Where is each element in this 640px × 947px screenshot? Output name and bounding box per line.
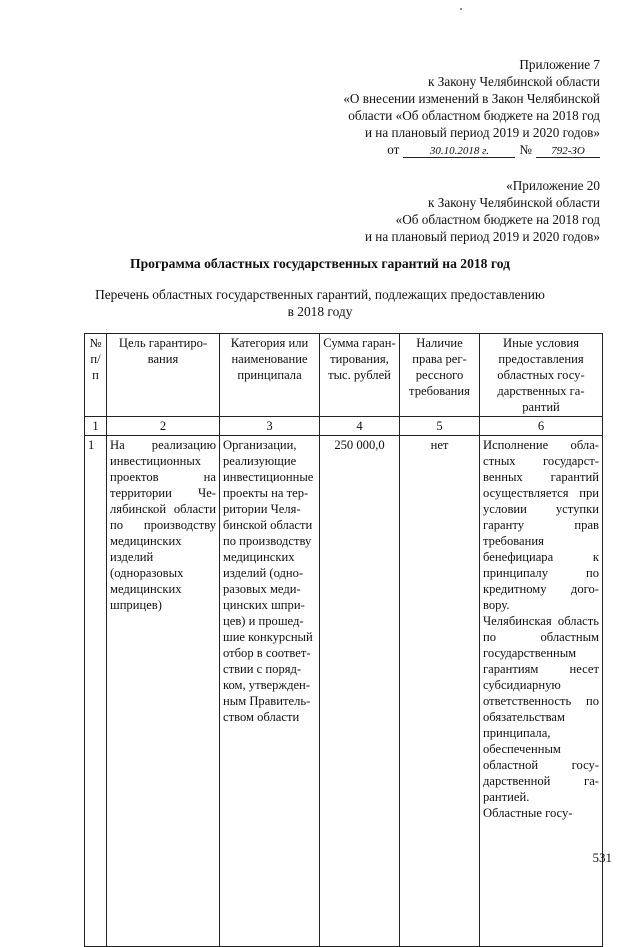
annex-line: и на плановый период 2019 и 2020 годов» (364, 125, 600, 140)
table-row (85, 436, 603, 947)
subtitle-line: в 2018 году (287, 304, 353, 319)
column-number: 6 (480, 417, 603, 436)
annex-line: Приложение 7 (519, 57, 600, 72)
page-number: 531 (592, 850, 612, 865)
column-number: 4 (320, 417, 400, 436)
header-cell-conditions: Иные условия предоставления областных государственных гарантий (480, 334, 603, 417)
annex-line: «О внесении изменений в Закон Челябинской (343, 91, 600, 106)
header-cell-amount: Сумма гарантирования, тыс. рублей (320, 334, 400, 417)
column-numbers-row (85, 417, 603, 436)
number-prefix: № (519, 142, 532, 157)
annex-header (343, 56, 600, 158)
guarantees-table (84, 333, 603, 947)
original-line: и на плановый период 2019 и 2020 годов» (364, 229, 600, 244)
row-number: 1 (85, 436, 107, 947)
column-number: 3 (220, 417, 320, 436)
table-header-row (85, 334, 603, 417)
document-title: Программа областных государственных гарантий на 2018 год (130, 256, 510, 271)
column-number: 5 (400, 417, 480, 436)
original-line: «Приложение 20 (506, 178, 600, 193)
row-conditions (480, 436, 603, 947)
original-annex-header (365, 177, 600, 245)
date-value: 30.10.2018 г. (403, 145, 515, 158)
original-line: «Об областном бюджете на 2018 год (395, 212, 600, 227)
header-cell-purpose: Цель гарантирования (107, 334, 220, 417)
subtitle-line: Перечень областных государственных гарантий, подлежащих предоставлению (95, 287, 545, 302)
document-subtitle (0, 286, 640, 320)
column-number: 1 (85, 417, 107, 436)
header-cell-principal: Категория или наименование принципала (220, 334, 320, 417)
header-cell-regress: Наличие права регрессного требования (400, 334, 480, 417)
conditions-paragraph: Исполнение областных государственных гарантий осуществляется при условии уступки гаранту прав требования бенефициара к принципалу по кредитному договору. (483, 438, 599, 612)
annex-line: области «Об областном бюджете на 2018 год (348, 108, 600, 123)
conditions-paragraph: Челябинская область по областным государственным гарантиям несет субсидиарную ответственность по обязательствам принципала, обеспеченным областной государственной гарантией. (483, 614, 599, 804)
scan-speck (460, 8, 462, 10)
row-regress: нет (400, 436, 480, 947)
original-line: к Закону Челябинской области (428, 195, 600, 210)
number-value: 792-ЗО (536, 145, 600, 158)
annex-date-line (343, 141, 600, 158)
date-prefix: от (387, 142, 400, 157)
row-principal: Организации, реализующие инвестиционные проекты на территории Челябинской области по производству медицинских изделий (одноразовых медицинских шприцев) и прошедшие конкурсный отбор в соответствии с порядком, утвержденным Правительством области (220, 436, 320, 947)
annex-line: к Закону Челябинской области (428, 74, 600, 89)
column-number: 2 (107, 417, 220, 436)
header-cell-number: № п/п (85, 334, 107, 417)
conditions-paragraph: Областные госу- (483, 806, 573, 820)
row-purpose: На реализацию инвестиционных проектов на территории Челябинской области по производству медицинских изделий (одноразовых медицинских шприцев) (107, 436, 220, 947)
row-amount: 250 000,0 (320, 436, 400, 947)
